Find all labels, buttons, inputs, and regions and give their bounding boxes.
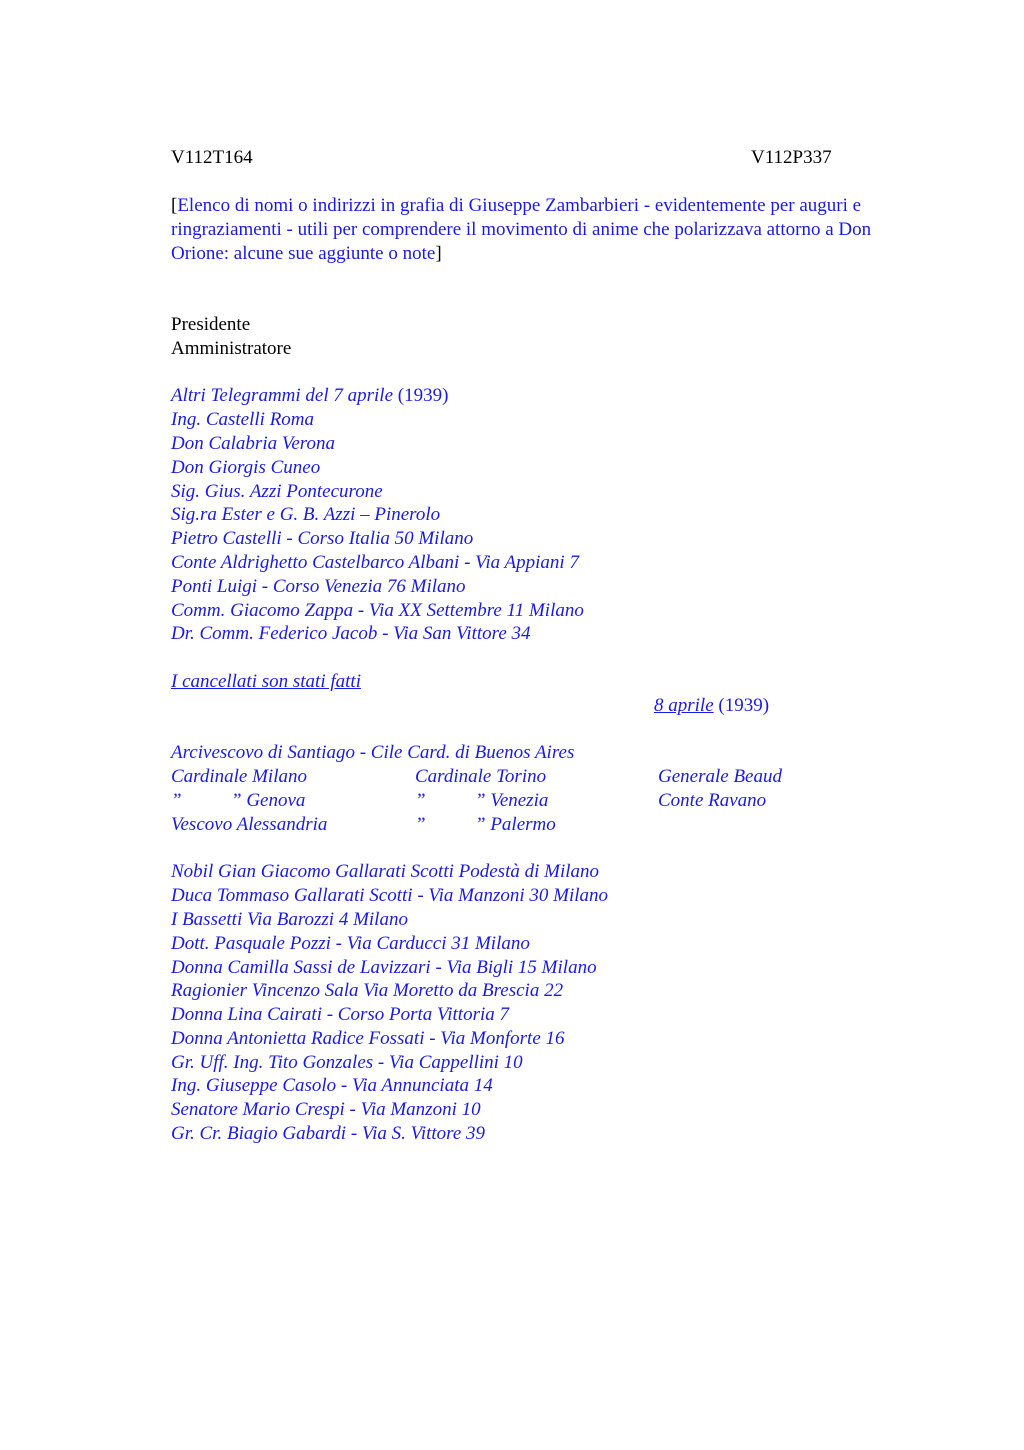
telegram-item: Ponti Luigi - Corso Venezia 76 Milano: [171, 575, 466, 597]
role-item: Presidente: [171, 313, 251, 335]
intro-text: Elenco di nomi o indirizzi in grafia di Giuseppe Zambarbieri - evidentemente per auguri e ringraziamenti - utili per comprendere il movimento di anime che polarizzava attorno a Don Orione: alcune sue aggiunte o note: [171, 195, 872, 264]
telegram-item: Pietro Castelli - Corso Italia 50 Milano: [171, 528, 474, 550]
table-cell: ” ” Venezia: [415, 789, 549, 811]
header: [171, 146, 931, 170]
table-cell: Vescovo Alessandria: [171, 813, 328, 835]
telegram-item: Dr. Comm. Federico Jacob - Via San Vittore 34: [171, 623, 531, 645]
list-item: Senatore Mario Crespi - Via Manzoni 10: [171, 1099, 481, 1121]
date-line: [171, 694, 931, 718]
table-row: [171, 813, 931, 837]
document-page: [171, 146, 931, 1146]
list-item: Gr. Cr. Biagio Gabardi - Via S. Vittore 39: [171, 1123, 486, 1145]
list-item: Dott. Pasquale Pozzi - Via Carducci 31 Milano: [171, 932, 530, 954]
role-item: Amministratore: [171, 337, 292, 359]
table-cell: Cardinale Torino: [415, 766, 547, 788]
telegram-item: Ing. Castelli Roma: [171, 409, 315, 431]
telegram-item: Comm. Giacomo Zappa - Via XX Settembre 11 Milano: [171, 599, 584, 621]
list-item: Ragionier Vincenzo Sala Via Moretto da Brescia 22: [171, 980, 564, 1002]
telegram-item: Sig. Gius. Azzi Pontecurone: [171, 480, 383, 502]
table-cell: Conte Ravano: [658, 789, 767, 811]
telegram-item: Don Calabria Verona: [171, 432, 335, 454]
archbishop-line: Arcivescovo di Santiago - Cile Card. di Buenos Aires: [171, 742, 575, 764]
list-item: Donna Antonietta Radice Fossati - Via Monforte 16: [171, 1027, 565, 1049]
telegram-item: Don Giorgis Cuneo: [171, 456, 321, 478]
cancelled-note: I cancellati son stati fatti: [171, 670, 361, 692]
table-cell: ” ” Genova: [171, 789, 306, 811]
roles: [171, 313, 931, 361]
table-row: [171, 765, 931, 789]
telegrams-section: [171, 384, 931, 646]
date-label: 8 aprile: [654, 694, 714, 716]
cardinals-table: [171, 765, 931, 836]
list-item: I Bassetti Via Barozzi 4 Milano: [171, 908, 408, 930]
list-item: Nobil Gian Giacomo Gallarati Scotti Podestà di Milano: [171, 861, 600, 883]
table-cell: Cardinale Milano: [171, 766, 307, 788]
header-left-code: V112T164: [171, 147, 253, 168]
list-item: Donna Camilla Sassi de Lavizzari - Via Bigli 15 Milano: [171, 956, 597, 978]
telegram-item: Sig.ra Ester e G. B. Azzi – Pinerolo: [171, 504, 441, 526]
intro-open-bracket: [: [171, 195, 178, 216]
list-item: Gr. Uff. Ing. Tito Gonzales - Via Cappellini 10: [171, 1051, 523, 1073]
telegrams-heading: Altri Telegrammi del 7 aprile: [171, 385, 394, 407]
intro-paragraph: [171, 194, 931, 265]
list-item: Ing. Giuseppe Casolo - Via Annunciata 14: [171, 1075, 493, 1097]
table-row: [171, 789, 931, 813]
telegrams-heading-line: [171, 384, 931, 408]
table-cell: Generale Beaud: [658, 766, 782, 788]
telegram-item: Conte Aldrighetto Castelbarco Albani - Via Appiani 7: [171, 551, 579, 573]
list-item: Duca Tommaso Gallarati Scotti - Via Manzoni 30 Milano: [171, 885, 608, 907]
date-year: (1939): [718, 694, 770, 716]
cancelled-note-line: [171, 670, 931, 694]
names-list: [171, 860, 931, 1146]
header-right-code: V112P337: [751, 147, 832, 168]
telegrams-year: (1939): [397, 385, 449, 407]
table-cell: ” ” Palermo: [415, 813, 556, 835]
list-item: Donna Lina Cairati - Corso Porta Vittoria 7: [171, 1004, 509, 1026]
intro-close-bracket: ]: [435, 242, 442, 264]
